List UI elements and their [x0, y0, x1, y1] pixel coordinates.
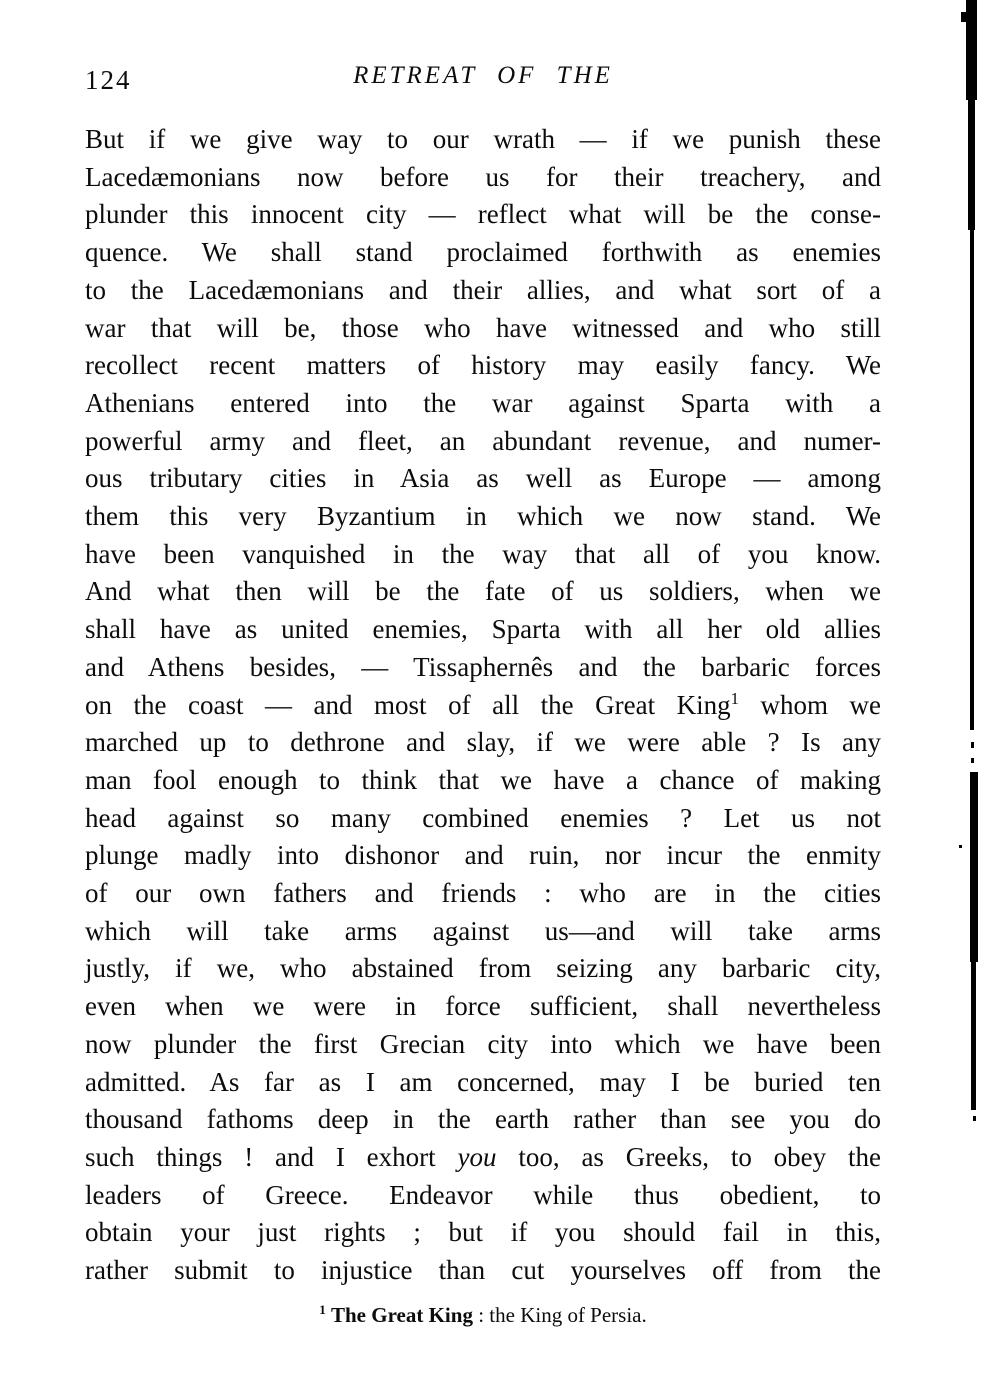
page-number: 124: [85, 65, 132, 95]
text-line: [85, 310, 881, 348]
text-line: [85, 460, 881, 498]
text-line: [85, 1252, 881, 1290]
text-segment: Lacedæmonians now before us for their treachery, and: [85, 161, 881, 192]
text-line: [85, 1101, 881, 1139]
text-line: [85, 988, 881, 1026]
text-segment: plunder this innocent city — reflect what will be the conse-: [85, 199, 881, 230]
text-segment: and Athens besides, — Tissaphernês and the barbaric forces: [85, 651, 881, 682]
text-segment: But if we give way to our wrath — if we punish these: [85, 124, 881, 154]
text-segment: shall have as united enemies, Sparta with all her old allies: [85, 614, 881, 645]
text-line: [85, 687, 881, 725]
scan-artifact-bar-lower: [970, 772, 978, 962]
text-line: [85, 385, 881, 423]
text-segment: war that will be, those who have witnessed and who still: [85, 312, 881, 343]
text-segment: admitted. As far as I am concerned, may I be buried ten: [85, 1066, 881, 1097]
text-line: [85, 196, 881, 234]
footnote-text: : the King of Persia.: [472, 1303, 647, 1327]
text-segment: And what then will be the fate of us soldiers, when we: [85, 576, 881, 607]
body-text: [85, 121, 881, 1290]
scan-artifact-dot-2: [971, 758, 974, 763]
text-segment: even when we were in force sufficient, shall nevertheless: [85, 991, 881, 1022]
text-line: [85, 762, 881, 800]
text-segment: whom we: [738, 689, 881, 720]
text-segment: you: [457, 1141, 497, 1172]
text-segment: have been vanquished in the way that all of you know.: [85, 538, 881, 569]
text-segment: head against so many combined enemies ? Let us not: [85, 802, 881, 833]
text-line: [85, 498, 881, 536]
text-line: [85, 1064, 881, 1102]
text-segment: justly, if we, who abstained from seizing any barbaric city,: [85, 953, 881, 984]
text-segment: on the coast — and most of all the Great King: [85, 689, 731, 720]
scan-artifact-line-bottom: [971, 962, 976, 1110]
text-segment: now plunder the first Grecian city into which we have been: [85, 1028, 881, 1059]
scan-artifact-bar-upper: [968, 98, 975, 230]
text-line: [85, 121, 881, 159]
footnote: [85, 1303, 881, 1328]
text-segment: quence. We shall stand proclaimed forthwith as enemies: [85, 237, 881, 268]
text-segment: marched up to dethrone and slay, if we were able ? Is any: [85, 727, 881, 758]
footnote-term: The Great King: [331, 1303, 473, 1327]
text-line: [85, 950, 881, 988]
scan-artifact-dot-3: [973, 1116, 976, 1121]
text-line: [85, 875, 881, 913]
text-segment: plunge madly into dishonor and ruin, nor incur the enmity: [85, 840, 881, 871]
text-segment: Athenians entered into the war against Sparta with a: [85, 387, 881, 418]
text-line: [85, 347, 881, 385]
text-segment: recollect recent matters of history may easily fancy. We: [85, 350, 881, 381]
running-title: RETREAT OF THE: [353, 62, 613, 89]
text-line: [85, 272, 881, 310]
text-segment: rather submit to injustice than cut yourselves off from the: [85, 1255, 881, 1286]
text-segment: of our own fathers and friends : who are in the cities: [85, 878, 881, 909]
text-segment: such things ! and I exhort: [85, 1141, 458, 1172]
scan-artifact-bar-top: [966, 0, 977, 100]
text-segment: them this very Byzantium in which we now stand. We: [85, 501, 881, 532]
text-line: [85, 1026, 881, 1064]
scan-artifact-speck: [959, 845, 962, 848]
text-segment: too, as Greeks, to obey the: [496, 1141, 881, 1172]
text-line: [85, 536, 881, 574]
text-line: [85, 1139, 881, 1177]
text-line: [85, 423, 881, 461]
text-segment: obtain your just rights ; but if you should fail in this,: [85, 1217, 881, 1248]
footnote-marker: 1: [319, 1302, 326, 1317]
text-segment: which will take arms against us—and will take arms: [85, 915, 881, 946]
text-segment: thousand fathoms deep in the earth rather than see you do: [85, 1104, 881, 1135]
text-line: [85, 837, 881, 875]
scan-artifact-dot-1: [971, 742, 974, 748]
text-line: [85, 611, 881, 649]
text-line: [85, 649, 881, 687]
text-segment: leaders of Greece. Endeavor while thus obedient, to: [85, 1179, 881, 1210]
text-line: [85, 913, 881, 951]
text-line: [85, 573, 881, 611]
text-line: [85, 1177, 881, 1215]
text-segment: powerful army and fleet, an abundant revenue, and numer-: [85, 425, 881, 456]
footnote-reference: 1: [730, 688, 739, 708]
text-line: [85, 800, 881, 838]
text-line: [85, 234, 881, 272]
text-line: [85, 1214, 881, 1252]
text-segment: ous tributary cities in Asia as well as Europe — among: [85, 463, 881, 494]
text-segment: man fool enough to think that we have a chance of making: [85, 764, 881, 795]
text-line: [85, 159, 881, 197]
text-segment: to the Lacedæmonians and their allies, and what sort of a: [85, 274, 881, 305]
text-line: [85, 724, 881, 762]
scan-artifact-line-mid: [970, 228, 974, 730]
page-header: [85, 62, 881, 98]
